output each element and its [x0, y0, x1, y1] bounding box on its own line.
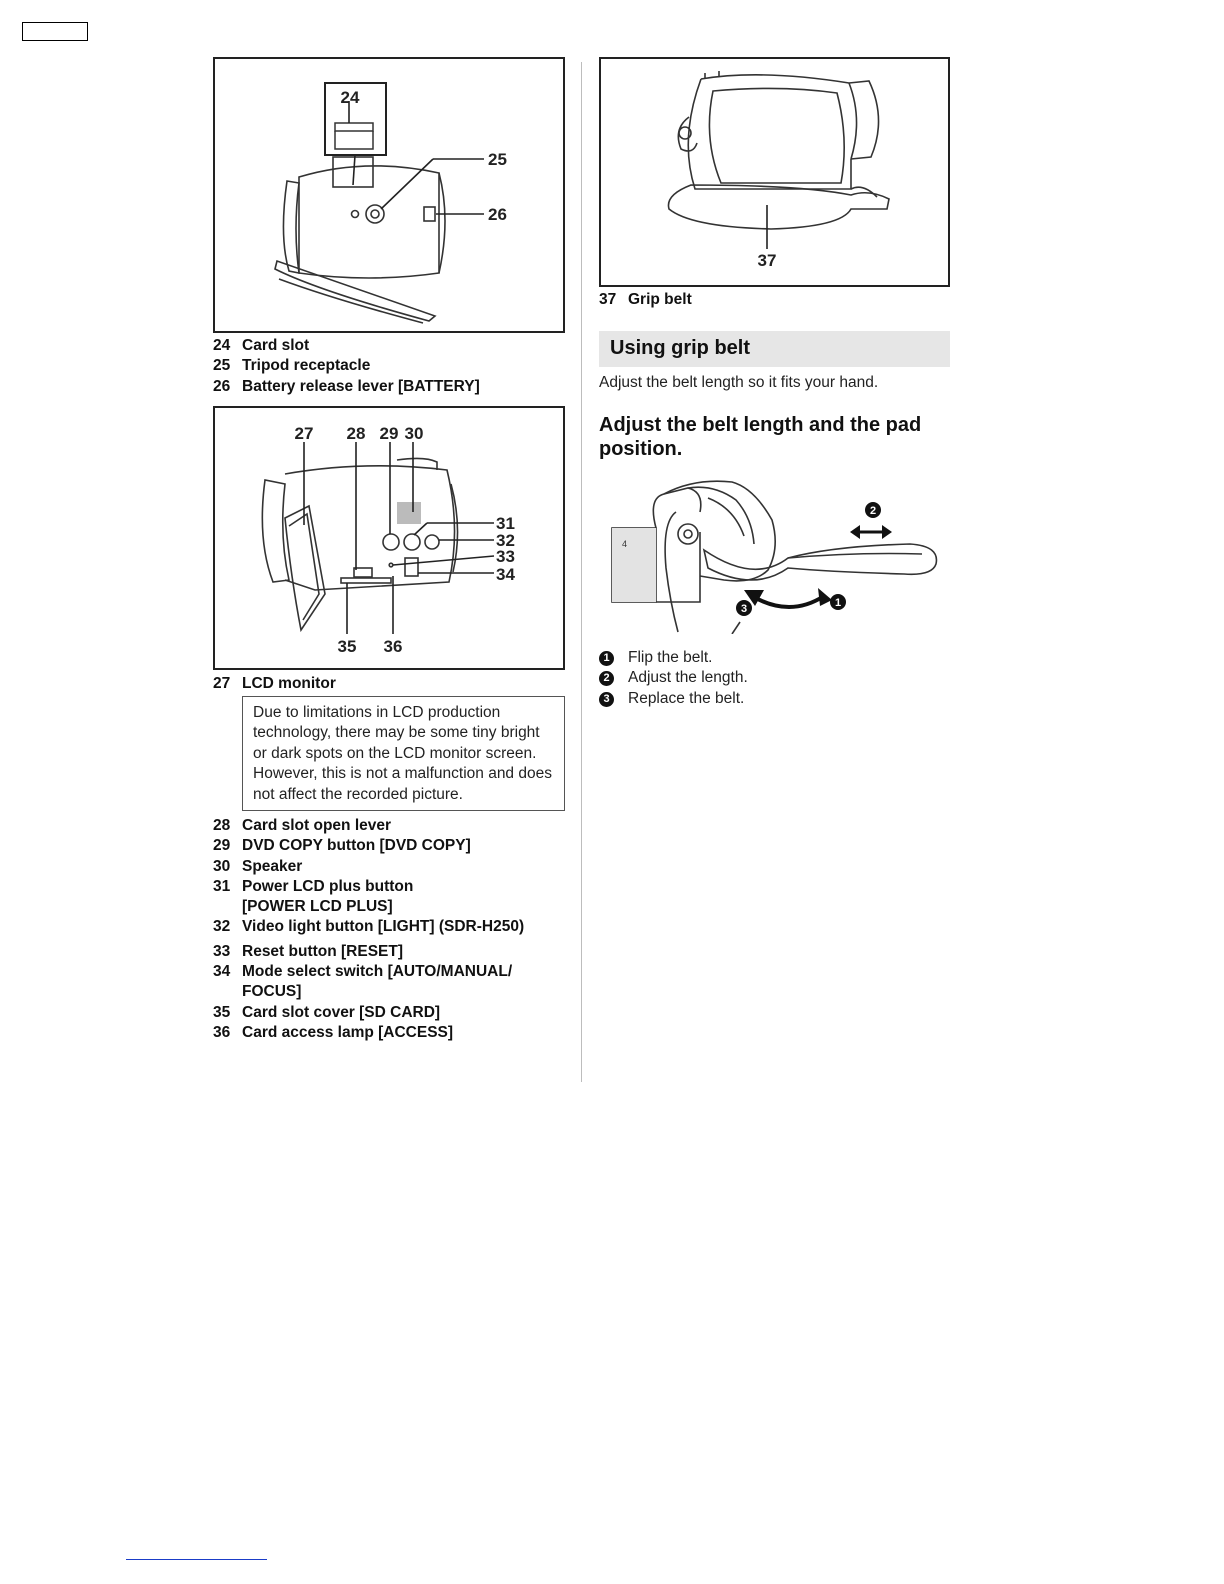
- list-item: 36 Card access lamp [ACCESS]: [213, 1023, 454, 1041]
- list-item: 29 DVD COPY button [DVD COPY]: [213, 837, 471, 855]
- battery-label: 4: [622, 539, 628, 549]
- callout-27: 27: [294, 424, 314, 443]
- callout-37: 37: [757, 251, 777, 270]
- callout-25: 25: [488, 150, 507, 169]
- callout-34: 34: [496, 565, 515, 584]
- list-item: 34 Mode select switch [AUTO/MANUAL/ FOCUS]: [213, 963, 513, 1001]
- callout-31: 31: [496, 514, 515, 533]
- instruction-heading: Adjust the belt length and the pad position.: [599, 414, 922, 460]
- parts-list-lcd: [213, 674, 336, 694]
- page-tag-box: [22, 22, 88, 41]
- callout-26: 26: [488, 205, 507, 224]
- step-number-3: 3: [599, 692, 614, 707]
- callout-33: 33: [496, 547, 515, 566]
- figure-bottom-view: [213, 57, 565, 333]
- step-item: 2 Adjust the length.: [599, 668, 748, 688]
- parts-list-side: [213, 816, 534, 1043]
- list-item: 28 Card slot open lever: [213, 817, 392, 834]
- parts-list-bottom: [213, 336, 480, 397]
- step-list: [599, 648, 748, 709]
- parts-list-grip: [599, 290, 692, 310]
- step-item: 1 Flip the belt.: [599, 648, 748, 668]
- callout-29: 29: [379, 424, 399, 443]
- callout-24: 24: [340, 88, 360, 107]
- section-heading: Using grip belt: [599, 331, 950, 367]
- callout-35: 35: [337, 637, 357, 656]
- lcd-note-box: Due to limitations in LCD production technology, there may be some tiny bright or dark spots on the LCD monitor screen. However, this is not a malfunction and does not affect the recorded picture.: [242, 696, 565, 811]
- list-item: 37 Grip belt: [599, 291, 692, 308]
- belt-mark-1: 1: [834, 597, 842, 609]
- camera-bottom-illustration: [215, 59, 563, 331]
- section-intro: Adjust the belt length so it fits your hand.: [599, 374, 879, 391]
- step-number-2: 2: [599, 671, 614, 686]
- list-item: 31 Power LCD plus button [POWER LCD PLUS]: [213, 877, 414, 916]
- callout-36: 36: [383, 637, 403, 656]
- footer-link-underline[interactable]: [126, 1559, 267, 1560]
- list-item: 25 Tripod receptacle: [213, 357, 371, 375]
- callout-30: 30: [404, 424, 424, 443]
- column-divider: [581, 62, 582, 1082]
- belt-mark-2: 2: [869, 505, 877, 517]
- belt-mark-3: 3: [740, 603, 748, 615]
- list-item: 33 Reset button [RESET]: [213, 942, 404, 960]
- step-item: 3 Replace the belt.: [599, 689, 748, 709]
- callout-28: 28: [346, 424, 366, 443]
- callout-32: 32: [496, 531, 515, 550]
- camera-side-illustration: [215, 408, 563, 668]
- list-item: 30 Speaker: [213, 857, 303, 875]
- list-item: 27 LCD monitor: [213, 675, 336, 692]
- camera-grip-illustration: [601, 59, 948, 285]
- list-item: 26 Battery release lever [BATTERY]: [213, 377, 480, 395]
- list-item: 35 Card slot cover [SD CARD]: [213, 1003, 441, 1021]
- list-item: 24 Card slot: [213, 337, 310, 354]
- list-item: 32 Video light button [LIGHT] (SDR-H250): [213, 918, 525, 936]
- figure-side-view: [213, 406, 565, 670]
- hand-belt-illustration: [604, 472, 944, 634]
- step-number-1: 1: [599, 651, 614, 666]
- figure-grip-belt: [599, 57, 950, 287]
